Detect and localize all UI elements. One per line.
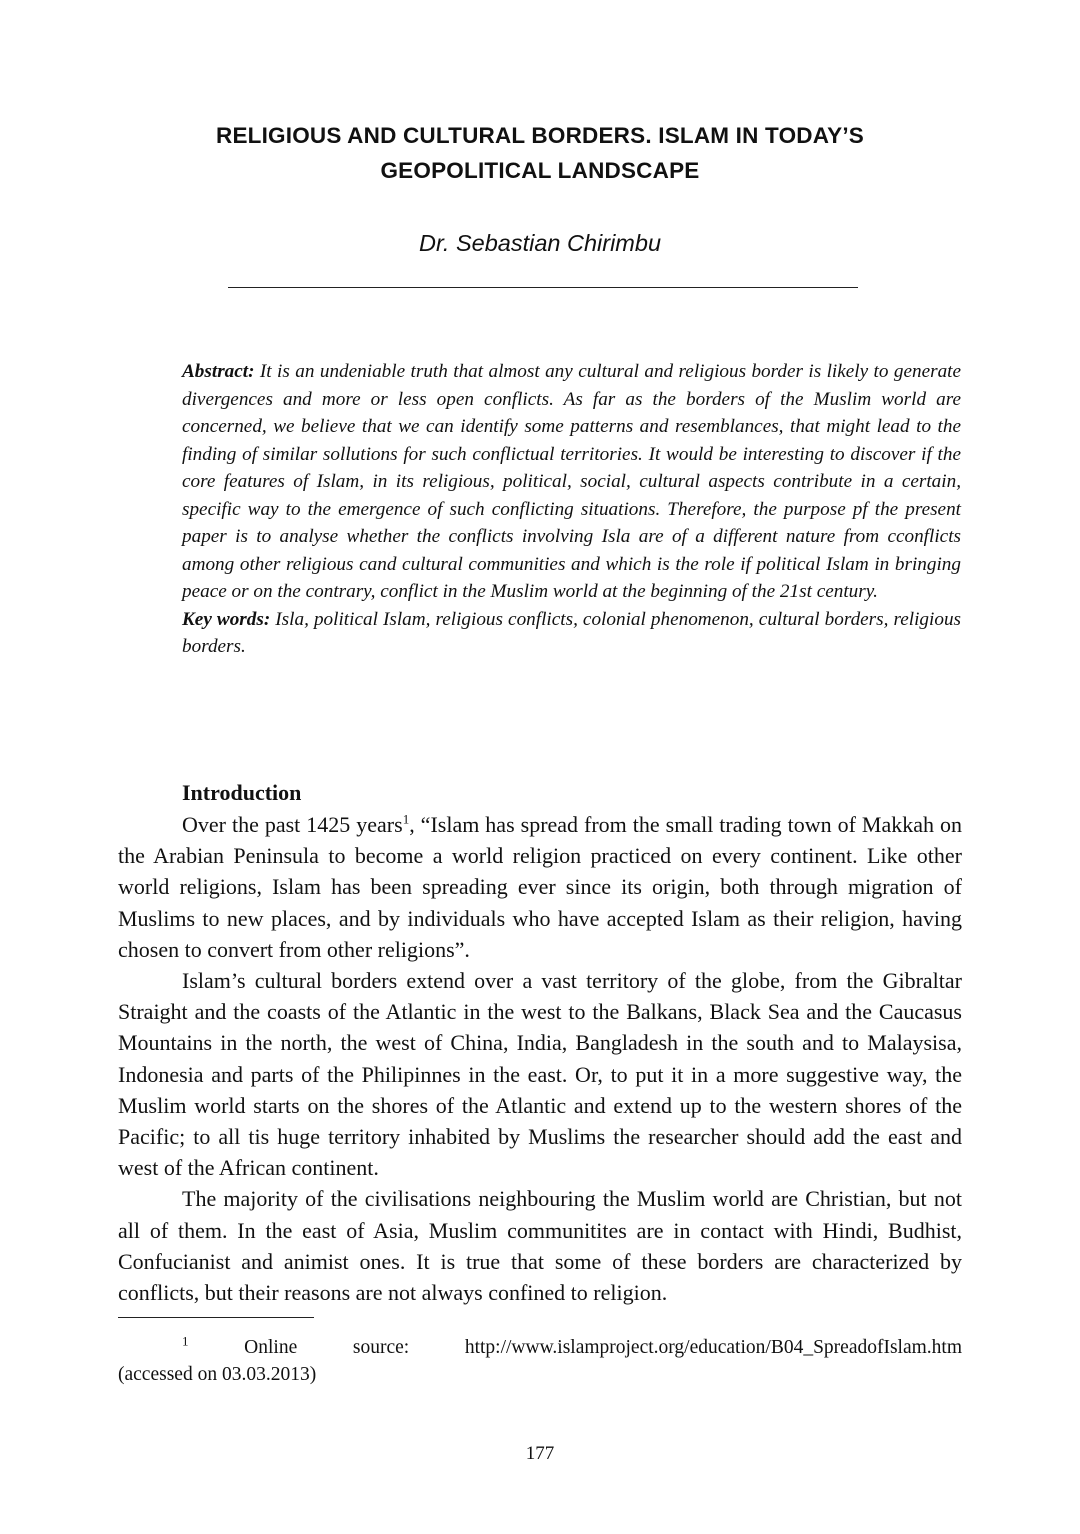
keywords-label: Key words: [182, 608, 271, 630]
abstract-block [182, 358, 961, 661]
page-number: 177 [525, 1443, 555, 1464]
footnote-divider [118, 1317, 314, 1318]
paragraph-1-rest: , “Islam has spread from the small trading town of Makkah on the Arabian Peninsula to become a world religion practiced on every continent. Like other world religions, Islam has been spreading ever since its origin, both through migration of Muslims to new places, and by individuals who have accepted Islam as their religion, having chosen to convert from other religions”. [118, 812, 963, 962]
keywords-paragraph [182, 606, 961, 661]
footnote-source: Online source: http://www.islamproject.org/education/B04_SpreadofIslam.htm [244, 1337, 962, 1358]
footnote-reference[interactable]: 1 [402, 811, 410, 827]
introduction-body [118, 809, 962, 1308]
introduction-heading: Introduction [182, 780, 302, 805]
paper-title [120, 118, 960, 188]
abstract-label: Abstract: [182, 361, 255, 382]
body-paragraph-3: The majority of the civilisations neighbouring the Muslim world are Christian, but not all of them. In the east of Asia, Muslim communitites are in contact with Hindi, Budhist, Confucianist and animist ones. It is true that some of these borders are characterized by conflicts, but their reasons are not always confined to religion. [118, 1186, 962, 1306]
abstract-paragraph [182, 358, 961, 606]
author-name: Dr. Sebastian Chirimbu [418, 230, 662, 256]
paragraph-1-start: Over the past 1425 years [182, 812, 403, 837]
title-line-1: RELIGIOUS AND CULTURAL BORDERS. ISLAM IN TODAY’S [216, 123, 864, 148]
author-divider [228, 287, 858, 288]
footnote [118, 1334, 962, 1388]
footnote-marker: 1 [182, 1333, 189, 1349]
footnote-line-2: (accessed on 03.03.2013) [118, 1364, 317, 1385]
title-line-2: GEOPOLITICAL LANDSCAPE [380, 158, 700, 183]
body-paragraph-2: Islam’s cultural borders extend over a vast territory of the globe, from the Gibraltar Straight and the coasts of the Atlantic in the west to the Balkans, Black Sea and the Caucasus Mountains in the north, the west of China, India, Bangladesh in the south and to Malaysisa, Indonesia and parts of the Philipinnes in the east. Or, to put it in a more suggestive way, the Muslim world starts on the shores of the Atlantic and extend up to the western shores of the Pacific; to all tis huge territory inhabited by Muslims the researcher should add the east and west of the African continent. [118, 968, 962, 1181]
body-paragraph-1 [118, 809, 962, 965]
keywords-text: Isla, political Islam, religious conflicts, colonial phenomenon, cultural borders, religious borders. [182, 608, 961, 657]
footnote-line-1 [118, 1334, 962, 1361]
abstract-text: It is an undeniable truth that almost any cultural and religious border is likely to generate divergences and more or less open conflicts. As far as the borders of the Muslim world are concerned, we believe that we can identify some patterns and resemblances, that might lead to the finding of similar sollutions for such conflictual territories. It would be interesting to discover if the core features of Islam, in its religious, political, social, cultural aspects contribute in a certain, specific way to the emergence of such conflicting situations. Therefore, the purpose pf the present paper is to analyse whether the conflicts involving Isla are of a different nature from cconflicts among other religious cand cultural communities and which is the role if political Islam in bringing peace or on the contrary, conflict in the Muslim world at the beginning of the 21st century. [182, 361, 962, 602]
